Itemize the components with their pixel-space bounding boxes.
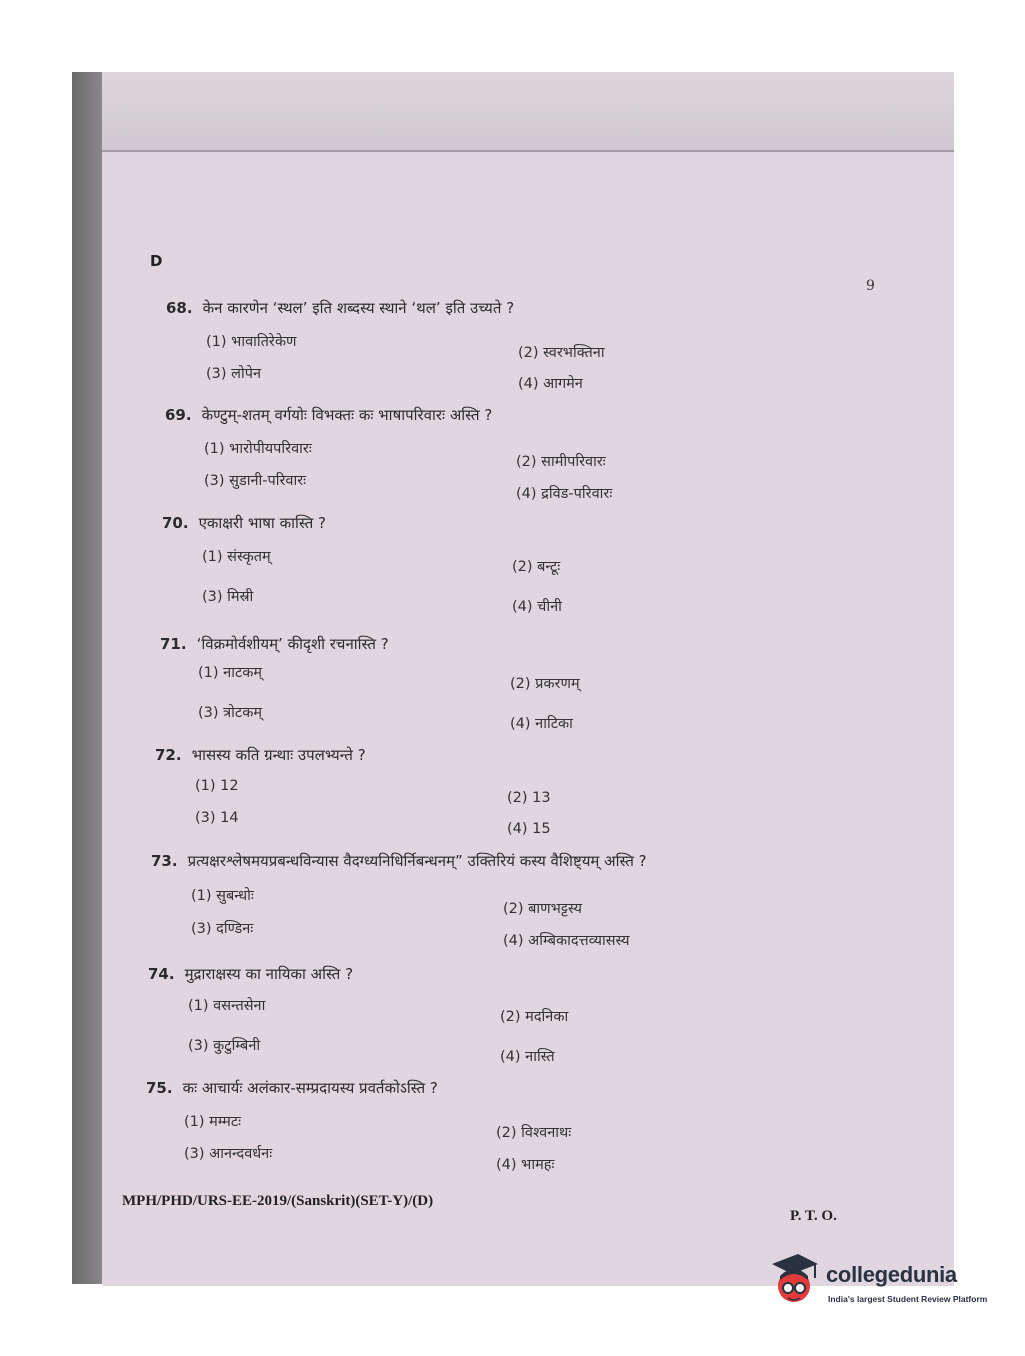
scan-background-top — [72, 72, 954, 152]
option-75-4: (4) भामहः — [496, 1157, 555, 1173]
option-72-2: (2) 13 — [507, 790, 551, 806]
option-69-1: (1) भारोपीयपरिवारः — [204, 441, 312, 457]
question-text: भासस्य कति ग्रन्थाः उपलभ्यन्ते ? — [191, 746, 366, 764]
question-text: प्रत्यक्षरश्लेषमयप्रबन्धविन्यास वैदग्ध्यनिधिर्निबन्धनम्” उक्तिरियं कस्य वैशिष्ट्यम् अस्ति ? — [187, 852, 647, 870]
page-number: 9 — [866, 278, 875, 294]
question-number: 71. — [160, 635, 187, 653]
option-74-2: (2) मदनिका — [500, 1009, 569, 1025]
question-number: 74. — [148, 965, 175, 983]
question-69 — [165, 405, 492, 425]
option-74-4: (4) नास्ति — [500, 1049, 555, 1065]
question-72 — [155, 745, 366, 765]
question-text: केन कारणेन ‘स्थल’ इति शब्दस्य स्थाने ‘थल’ इति उच्यते ? — [202, 299, 515, 317]
question-number: 73. — [151, 852, 178, 870]
option-75-3: (3) आनन्दवर्धनः — [184, 1146, 273, 1162]
option-68-2: (2) स्वरभक्तिना — [518, 345, 605, 361]
question-text: केण्टुम्-शतम् वर्गयोः विभक्तः कः भाषापरिवारः अस्ति ? — [201, 406, 493, 424]
pto-label: P. T. O. — [790, 1208, 837, 1224]
question-74 — [148, 964, 353, 984]
question-number: 68. — [166, 299, 193, 317]
question-number: 72. — [155, 746, 182, 764]
scan-binding-edge — [72, 72, 102, 1284]
option-70-1: (1) संस्कृतम् — [202, 549, 271, 565]
option-69-2: (2) सामीपरिवारः — [516, 454, 606, 470]
question-number: 75. — [146, 1079, 173, 1097]
watermark-brand — [768, 1248, 998, 1318]
option-74-3: (3) कुटुम्बिनी — [188, 1038, 261, 1054]
question-text: ‘विक्रमोर्वशीयम्’ कीदृशी रचनास्ति ? — [196, 635, 389, 653]
set-letter: D — [150, 252, 163, 270]
question-number: 69. — [165, 406, 192, 424]
option-73-4: (4) अम्बिकादत्तव्यासस्य — [503, 933, 630, 949]
option-68-1: (1) भावातिरेकेण — [206, 334, 297, 350]
question-text: कः आचार्यः अलंकार-सम्प्रदायस्य प्रवर्तकोऽस्ति ? — [182, 1079, 438, 1097]
option-71-2: (2) प्रकरणम् — [510, 676, 580, 692]
option-70-3: (3) मिस्री — [202, 589, 254, 605]
option-70-2: (2) बन्टूः — [512, 559, 561, 575]
question-text: एकाक्षरी भाषा कास्ति ? — [198, 514, 326, 532]
question-70 — [162, 513, 326, 533]
option-69-4: (4) द्रविड-परिवारः — [516, 486, 613, 502]
option-73-3: (3) दण्डिनः — [191, 921, 254, 937]
option-68-3: (3) लोपेन — [206, 366, 262, 382]
option-73-2: (2) बाणभट्टस्य — [503, 901, 583, 917]
question-75 — [146, 1078, 438, 1098]
question-text: मुद्राराक्षस्य का नायिका अस्ति ? — [184, 965, 354, 983]
paper-code: MPH/PHD/URS-EE-2019/(Sanskrit)(SET-Y)/(D) — [122, 1193, 434, 1209]
option-72-3: (3) 14 — [195, 810, 239, 826]
option-71-3: (3) त्रोटकम् — [198, 705, 263, 721]
option-71-1: (1) नाटकम् — [198, 665, 263, 681]
option-71-4: (4) नाटिका — [510, 716, 573, 732]
option-75-1: (1) मम्मटः — [184, 1114, 242, 1130]
brand-name: collegedunia — [826, 1262, 957, 1287]
question-73 — [151, 851, 647, 871]
question-71 — [160, 634, 389, 654]
option-70-4: (4) चीनी — [512, 599, 562, 615]
question-68 — [166, 298, 514, 318]
question-number: 70. — [162, 514, 189, 532]
option-72-1: (1) 12 — [195, 778, 239, 794]
option-75-2: (2) विश्वनाथः — [496, 1125, 572, 1141]
option-73-1: (1) सुबन्धोः — [191, 888, 254, 904]
option-69-3: (3) सुडानी-परिवारः — [204, 473, 307, 489]
option-74-1: (1) वसन्तसेना — [188, 998, 266, 1014]
option-72-4: (4) 15 — [507, 821, 551, 837]
option-68-4: (4) आगमेन — [518, 376, 583, 392]
collegedunia-logo-icon — [768, 1250, 820, 1308]
brand-tagline: India's largest Student Review Platform — [828, 1294, 988, 1304]
